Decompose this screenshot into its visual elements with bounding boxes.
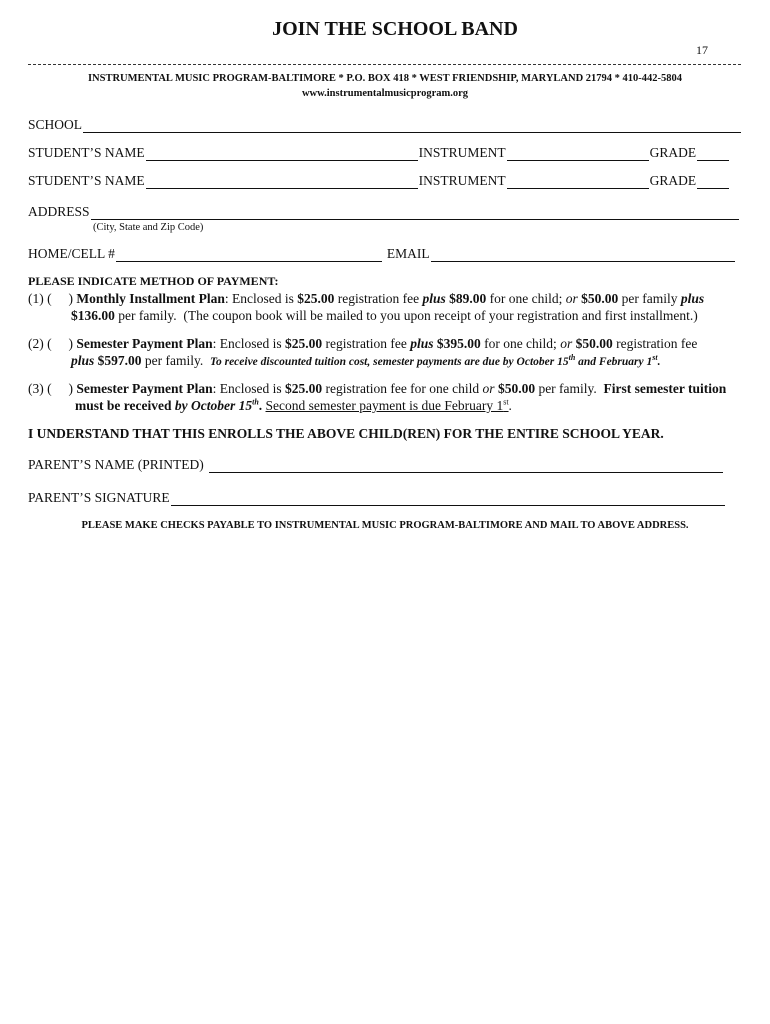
option-2-checkbox[interactable]: (2) ( ) (28, 336, 73, 351)
student-row-2 (28, 173, 730, 189)
address-field[interactable] (91, 207, 739, 220)
dashed-divider (28, 64, 741, 65)
grade-field-2[interactable] (697, 176, 729, 189)
instrument-field-1[interactable] (507, 148, 649, 161)
instrument-field-2[interactable] (507, 176, 649, 189)
page-title: JOIN THE SCHOOL BAND (272, 18, 518, 40)
address-row (28, 204, 740, 220)
option-1-checkbox[interactable]: (1) ( ) (28, 291, 73, 306)
student-name-field-2[interactable] (146, 176, 418, 189)
school-field[interactable] (83, 120, 741, 133)
parent-signature-field[interactable] (171, 493, 725, 506)
checks-payable-note: PLEASE MAKE CHECKS PAYABLE TO INSTRUMENTAL MUSIC PROGRAM-BALTIMORE AND MAIL TO ABOVE ADDRESS. (81, 520, 689, 531)
student-name-label: STUDENT’S NAME (28, 173, 145, 188)
parent-signature-row (28, 490, 726, 506)
payment-heading: PLEASE INDICATE METHOD OF PAYMENT: (28, 274, 279, 288)
address-hint: (City, State and Zip Code) (93, 222, 204, 233)
student-row-1 (28, 145, 730, 161)
payment-option-2-line-2: plus $597.00 per family. To receive discounted tuition cost, semester payments are due by October 15th and February 1st. (71, 353, 661, 368)
payment-option-3-line-2: must be received by October 15th. Second semester payment is due February 1st. (75, 397, 512, 413)
payment-option-3: (3) ( ) Semester Payment Plan: Enclosed is $25.00 registration fee for one child or $50.00 per family. First semester tuition (28, 381, 727, 396)
grade-label: GRADE (649, 145, 697, 160)
parent-name-row (28, 457, 724, 473)
home-cell-label: HOME/CELL # (28, 246, 115, 261)
school-row (28, 117, 742, 133)
grade-field-1[interactable] (697, 148, 729, 161)
home-cell-field[interactable] (116, 249, 382, 262)
page-number: 17 (696, 43, 708, 57)
grade-label: GRADE (649, 173, 697, 188)
payment-option-2: (2) ( ) Semester Payment Plan: Enclosed is $25.00 registration fee plus $395.00 for one child; or $50.00 registration fee (28, 336, 698, 351)
student-name-field-1[interactable] (146, 148, 418, 161)
enrollment-agreement: I UNDERSTAND THAT THIS ENROLLS THE ABOVE CHILD(REN) FOR THE ENTIRE SCHOOL YEAR. (28, 426, 664, 441)
email-field[interactable] (431, 249, 735, 262)
email-label: EMAIL (386, 246, 430, 261)
website-link[interactable]: www.instrumentalmusicprogram.org (301, 88, 469, 99)
address-label: ADDRESS (28, 204, 90, 219)
option-3-checkbox[interactable]: (3) ( ) (28, 381, 73, 396)
second-semester-note: Second semester payment is due February 1st (265, 397, 509, 413)
instrument-label: INSTRUMENT (418, 145, 506, 160)
parent-name-field[interactable] (209, 460, 723, 473)
payment-option-1: (1) ( ) Monthly Installment Plan: Enclosed is $25.00 registration fee plus $89.00 for one child; or $50.00 per family plus (28, 291, 705, 306)
school-label: SCHOOL (28, 117, 83, 132)
phone-email-row (28, 246, 736, 262)
parent-signature-label: PARENT’S SIGNATURE (28, 490, 170, 505)
instrument-label: INSTRUMENT (418, 173, 506, 188)
parent-name-label: PARENT’S NAME (PRINTED) (28, 457, 204, 472)
student-name-label: STUDENT’S NAME (28, 145, 145, 160)
organization-address: INSTRUMENTAL MUSIC PROGRAM-BALTIMORE * P.O. BOX 418 * WEST FRIENDSHIP, MARYLAND 21794 * 410-442-5804 (87, 73, 683, 84)
payment-option-1-line-2: $136.00 per family. (The coupon book will be mailed to you upon receipt of your registration and first installment.) (71, 308, 698, 323)
semester-deadline-note: To receive discounted tuition cost, semester payments are due by October 15th and February 1st. (210, 353, 661, 368)
